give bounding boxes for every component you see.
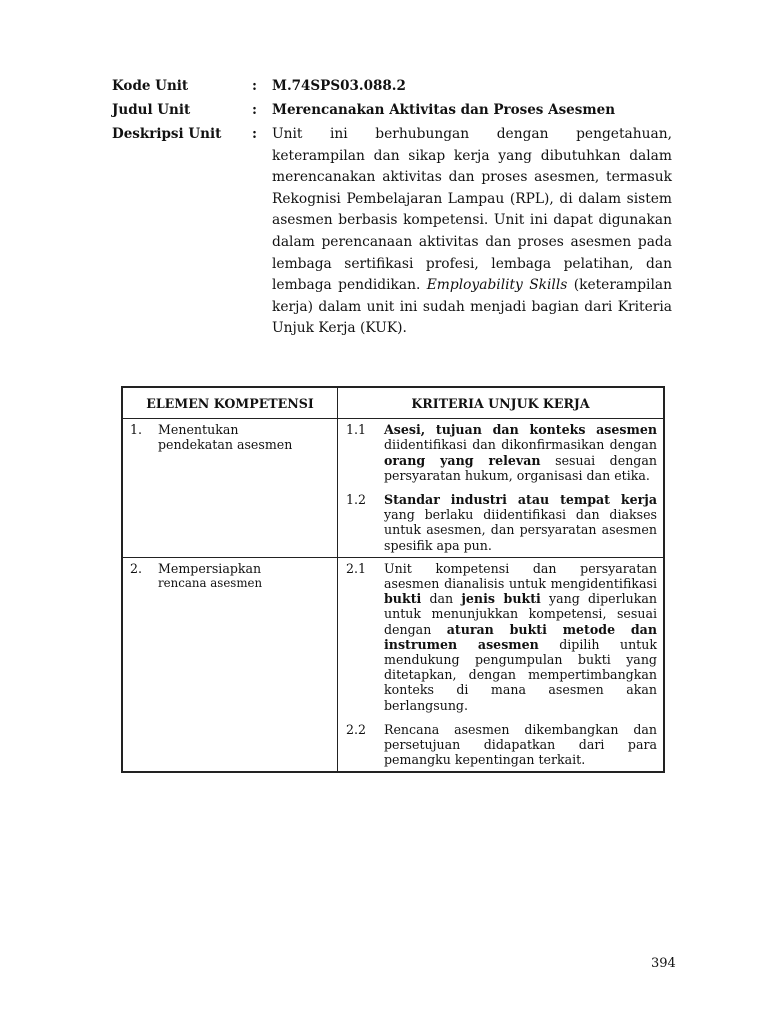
kuk-text-part: Rencana asesmen dikembangkan dan persetujuan didapatkan dari para pemangku kepentingan terkait. bbox=[384, 721, 657, 768]
kuk-bold-term: Asesi, tujuan dan konteks asesmen bbox=[384, 422, 657, 438]
kuk-bold-term: Standar industri atau tempat kerja bbox=[384, 492, 657, 508]
judul-unit-label: Judul Unit bbox=[112, 102, 191, 118]
judul-unit-row bbox=[112, 100, 672, 121]
kompetensi-table bbox=[121, 386, 665, 773]
elemen-line: rencana asesmen bbox=[158, 576, 263, 591]
elemen-text bbox=[158, 422, 331, 452]
kuk-text bbox=[384, 422, 657, 483]
table-row bbox=[122, 557, 664, 772]
deskripsi-unit-label: Deskripsi Unit bbox=[112, 126, 222, 142]
kuk-text-part: diidentifikasi dan dikonfirmasikan dengan bbox=[384, 437, 657, 453]
elemen-number: 1. bbox=[130, 422, 143, 438]
deskripsi-unit-row bbox=[112, 124, 672, 340]
kuk-item bbox=[346, 722, 657, 768]
deskripsi-text-pre: Unit ini berhubungan dengan pengetahuan, keterampilan dan sikap kerja yang dibutuhkan dalam merencanakan aktivitas dan proses asesmen, termasuk Rekognisi Pembelajaran Lampau (RPL), di dalam sistem asesmen berbasis kompetensi. Unit ini dapat digunakan dalam perencanaan aktivitas dan proses asesmen pada lembaga sertifikasi profesi, lembaga pelatihan, dan lembaga pendidikan. bbox=[272, 126, 672, 294]
elemen-line: Mempersiapkan bbox=[158, 560, 262, 576]
colon: : bbox=[252, 126, 257, 142]
kuk-bold-term: bukti bbox=[384, 591, 422, 607]
kuk-text-part: Unit kompetensi dan persyaratan asesmen dianalisis untuk mengidentifikasi bbox=[384, 560, 657, 592]
kuk-item bbox=[346, 561, 657, 713]
elemen-line: pendekatan asesmen bbox=[158, 437, 293, 453]
kuk-text-part: yang berlaku diidentifikasi dan diakses untuk asesmen, dan persyaratan asesmen spesifik apa pun. bbox=[384, 507, 657, 553]
colon: : bbox=[252, 102, 257, 118]
deskripsi-text-post: (keterampilan kerja) dalam unit ini sudah menjadi bagian dari Kriteria Unjuk Kerja (KUK). bbox=[272, 277, 672, 337]
elemen-line: Menentukan bbox=[158, 422, 239, 438]
kuk-cell bbox=[338, 419, 665, 558]
kuk-number: 1.2 bbox=[346, 492, 367, 508]
kode-unit-value: M.74SPS03.088.2 bbox=[272, 78, 406, 94]
header-elemen-kompetensi: ELEMEN KOMPETENSI bbox=[122, 387, 338, 419]
header-kriteria-unjuk-kerja: KRITERIA UNJUK KERJA bbox=[338, 387, 665, 419]
kuk-cell bbox=[338, 557, 665, 772]
elemen-text bbox=[158, 561, 331, 591]
page-number: 394 bbox=[651, 956, 676, 971]
elemen-number: 2. bbox=[130, 560, 143, 576]
kuk-text-part: dan bbox=[421, 591, 462, 607]
kuk-item bbox=[346, 422, 657, 483]
colon: : bbox=[252, 78, 257, 94]
unit-info bbox=[112, 76, 672, 343]
kode-unit-label: Kode Unit bbox=[112, 78, 189, 94]
kuk-text bbox=[384, 722, 657, 768]
kode-unit-row bbox=[112, 76, 672, 97]
table-header-row bbox=[122, 387, 664, 419]
kuk-bold-term: aturan bukti metode dan instrumen asesmen bbox=[384, 621, 658, 652]
judul-unit-value: Merencanakan Aktivitas dan Proses Asesmen bbox=[272, 102, 616, 118]
kuk-number: 2.1 bbox=[346, 560, 367, 576]
kuk-item bbox=[346, 492, 657, 553]
elemen-cell bbox=[122, 419, 338, 558]
deskripsi-unit-text bbox=[272, 124, 672, 340]
kuk-number: 2.2 bbox=[346, 721, 367, 737]
deskripsi-text-italic: Employability Skills bbox=[426, 277, 568, 294]
kuk-bold-term: orang yang relevan bbox=[384, 452, 541, 468]
table-row bbox=[122, 419, 664, 558]
elemen-cell bbox=[122, 557, 338, 772]
kuk-number: 1.1 bbox=[346, 422, 367, 438]
kuk-text-part: yang diperlukan untuk menunjukkan kompetensi, sesuai dengan bbox=[384, 591, 658, 637]
kuk-bold-term: jenis bukti bbox=[461, 591, 541, 607]
kuk-text-part: dipilih untuk mendukung pengumpulan bukti yang ditetapkan, dengan mempertimbangkan konteks di mana asesmen akan berlangsung. bbox=[384, 636, 657, 713]
kuk-text-part: sesuai dengan persyaratan hukum, organisasi dan etika. bbox=[384, 452, 657, 483]
kuk-text bbox=[384, 561, 657, 713]
kuk-text bbox=[384, 492, 657, 553]
